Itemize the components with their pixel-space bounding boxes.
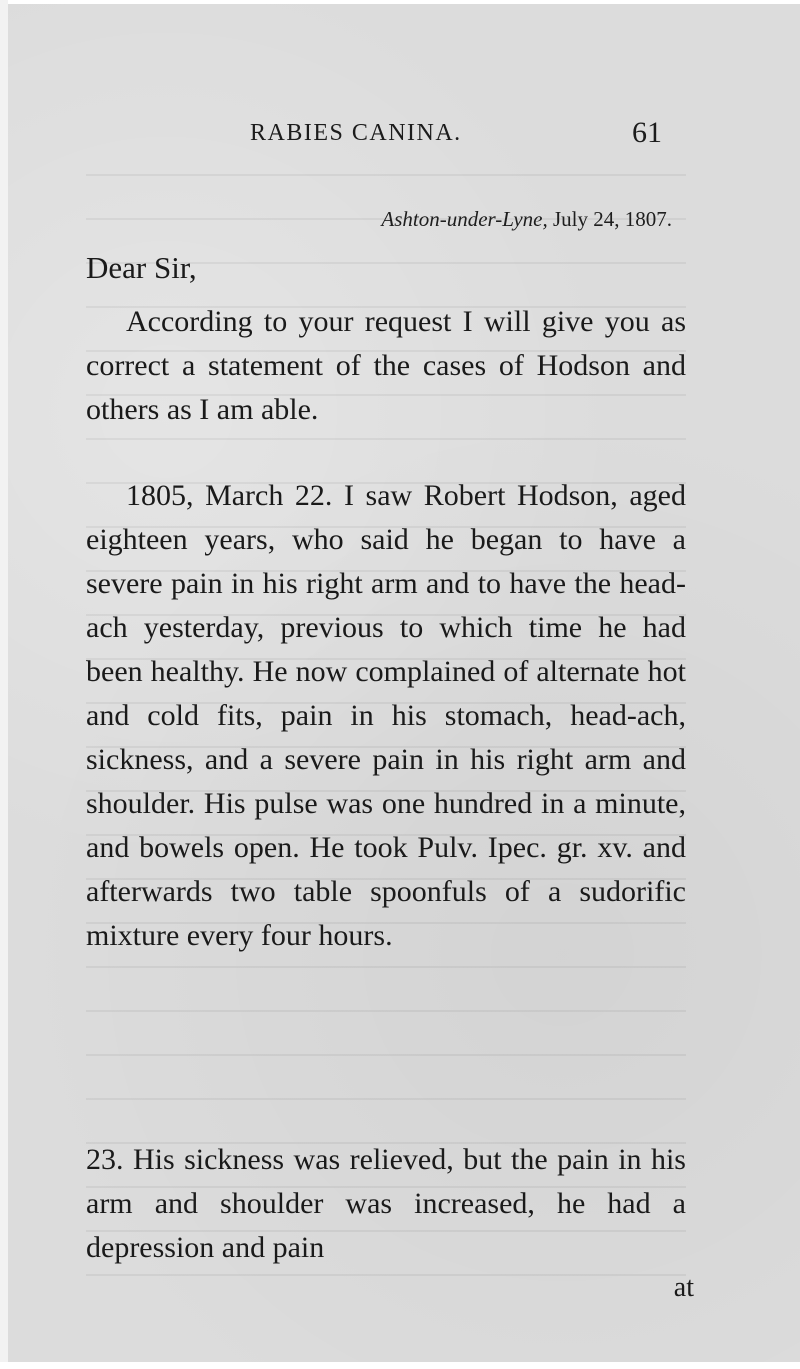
paragraph-march-23: 23. His sickness was relieved, but the pain in his arm and shoulder was increased, he had a depression and pain bbox=[86, 1143, 686, 1264]
dateline-date: July 24, 1807. bbox=[552, 207, 672, 231]
book-page bbox=[8, 4, 800, 1362]
running-title: RABIES CANINA. bbox=[250, 120, 462, 146]
paragraph-request: According to your request I will give you as correct a statement of the cases of Hodson and others as I am able. bbox=[86, 305, 686, 426]
paragraph-march-22: 1805, March 22. I saw Robert Hodson, aged eighteen years, who said he began to have a severe pain in his right arm and to have the head-ach yesterday, previous to which time he had been healthy. He now complained of alternate hot and cold fits, pain in his stomach, head-ach, sickness, and a severe pain in his right arm and shoulder. His pulse was one hundred in a minute, and bowels open. He took Pulv. Ipec. gr. xv. and afterwards two table spoonfuls of a sudorific mixture every four hours. bbox=[86, 479, 686, 952]
page-bottom-margin bbox=[0, 1362, 800, 1369]
page-left-margin bbox=[0, 0, 8, 1369]
page-number: 61 bbox=[632, 116, 662, 149]
catchword: at bbox=[673, 1272, 694, 1303]
letter-salutation: Dear Sir, bbox=[86, 250, 197, 285]
dateline-place: Ashton-under-Lyne, bbox=[381, 207, 548, 231]
running-head bbox=[8, 116, 800, 156]
letter-dateline bbox=[8, 207, 672, 232]
